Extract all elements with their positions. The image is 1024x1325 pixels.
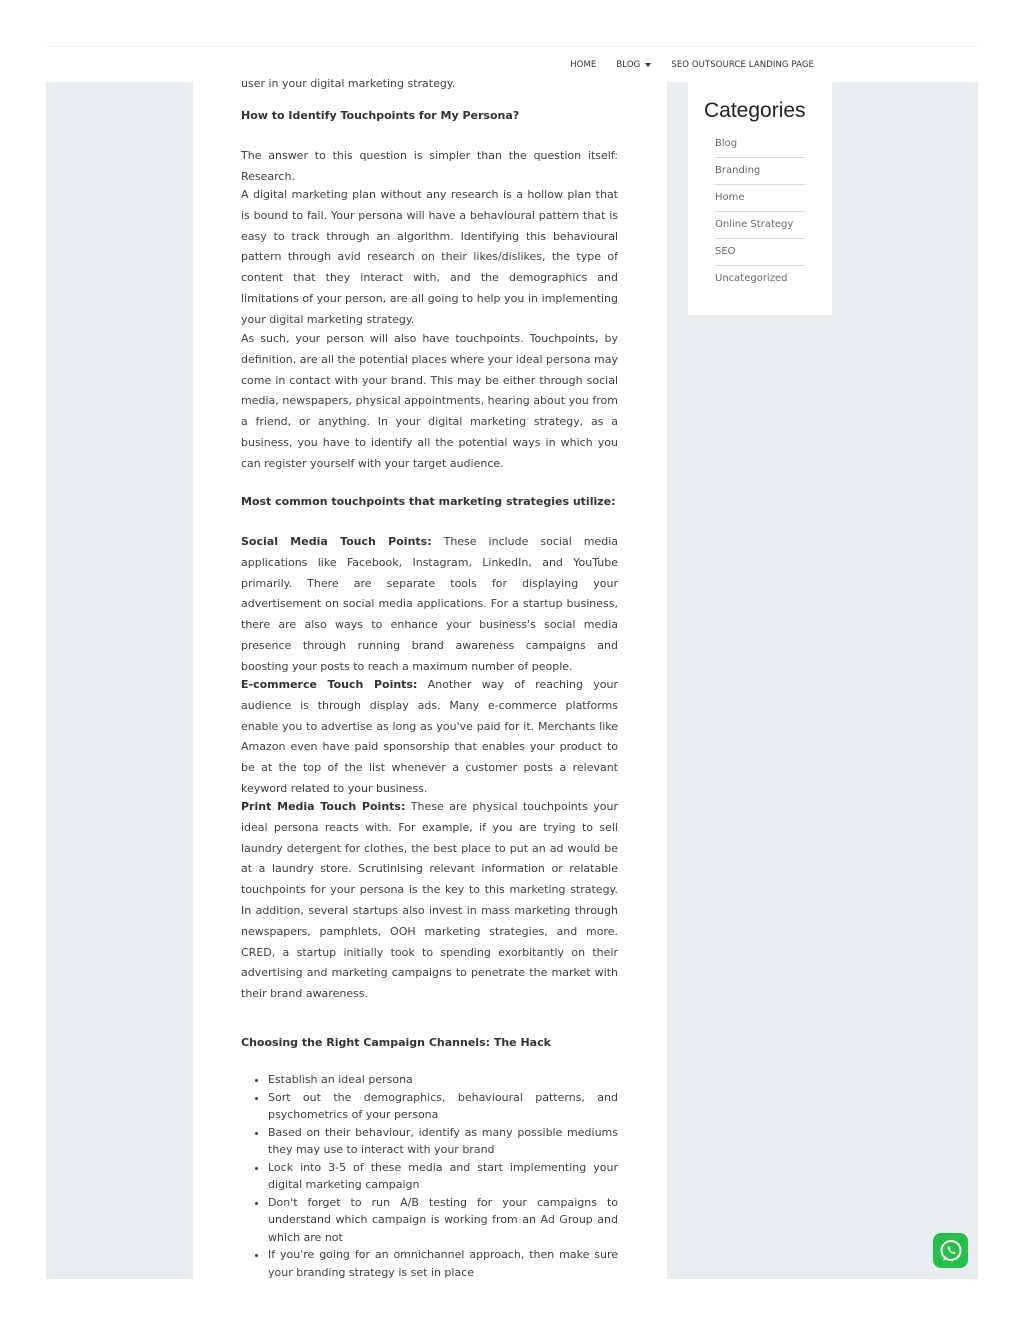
paragraph-ecommerce: [241, 675, 618, 800]
heading-campaign-hack: Choosing the Right Campaign Channels: The Hack: [241, 1036, 551, 1049]
social-media-text: These include social media applications like Facebook, Instagram, LinkedIn, and YouTube primarily. There are separate tools for displaying your advertisement on social media applications. For a startup business, there are also ways to enhance your business's social media presence through running brand awareness campaigns and boosting your posts to reach a maximum number of people.: [241, 535, 618, 673]
nav-blog-label: BLOG: [616, 59, 641, 70]
category-seo[interactable]: SEO: [715, 239, 805, 266]
categories-title: Categories: [704, 99, 806, 122]
paragraph-social-media: [241, 532, 618, 678]
cutoff-text: user in your digital marketing strategy.: [241, 77, 456, 90]
whatsapp-icon: [938, 1238, 964, 1264]
categories-list: [715, 131, 805, 292]
hack-list: [241, 1071, 618, 1281]
category-online-strategy[interactable]: Online Strategy: [715, 212, 805, 239]
nav-home-label: HOME: [570, 59, 597, 70]
list-item: • Don't forget to run A/B testing for your campaigns to understand which campaign is working from an Ad Group and which are not: [268, 1194, 618, 1247]
category-blog[interactable]: Blog: [715, 131, 805, 158]
list-item: • If you're going for an omnichannel approach, then make sure your branding strategy is set in place: [268, 1246, 618, 1281]
list-item: • Sort out the demographics, behavioural patterns, and psychometrics of your persona: [268, 1089, 618, 1124]
nav-seo-outsource[interactable]: [661, 60, 824, 70]
heading-common-touchpoints: Most common touchpoints that marketing strategies utilize:: [241, 495, 616, 508]
heading-identify-touchpoints: How to Identify Touchpoints for My Persona?: [241, 109, 520, 122]
list-item: • Establish an ideal persona: [268, 1071, 618, 1089]
ecommerce-text: Another way of reaching your audience is through display ads. Many e-commerce platforms enable you to advertise as long as you've paid for it. Merchants like Amazon even have paid sponsorship that enables your product to be at the top of the list whenever a customer posts a relevant keyword related to your business.: [241, 678, 618, 795]
ecommerce-label: E-commerce Touch Points:: [241, 678, 418, 691]
nav-home[interactable]: [560, 60, 606, 70]
paragraph-marketing-plan: A digital marketing plan without any research is a hollow plan that is bound to fail. Your persona will have a behavioural pattern that is easy to track through an algorithm. Identifying this behavioural pattern through avid research on their likes/dislikes, the type of content that they interact with, and the demographics and limitations of your person, are all going to help you in implementing your digital marketing strategy.: [241, 188, 618, 326]
categories-widget: [688, 81, 832, 315]
print-media-label: Print Media Touch Points:: [241, 800, 406, 813]
paragraph-answer: The answer to this question is simpler than the question itself: Research.: [241, 149, 618, 183]
nav-blog[interactable]: [606, 60, 661, 70]
whatsapp-chat-button[interactable]: [933, 1233, 968, 1268]
paragraph-touchpoints: As such, your person will also have touchpoints. Touchpoints, by definition, are all the potential places where your ideal persona may come in contact with your brand. This may be either through social media, newspapers, physical appointments, hearing about you from a friend, or anything. In your digital marketing strategy, as a business, you have to identify all the potential ways in which you can register yourself with your target audience.: [241, 332, 618, 470]
category-branding[interactable]: Branding: [715, 158, 805, 185]
list-item: • Based on their behaviour, identify as many possible mediums they may use to interact with your brand: [268, 1124, 618, 1159]
category-home[interactable]: Home: [715, 185, 805, 212]
print-media-text: These are physical touchpoints your ideal persona reacts with. For example, if you are trying to sell laundry detergent for clothes, the best place to put an ad would be at a laundry store. Scrutinising relevant information or relatable touchpoints for your persona is the key to this marketing strategy. In addition, several startups also invest in mass marketing through newspapers, pamphlets, OOH marketing strategies, and more. CRED, a startup initially took to spending exorbitantly on their advertising and marketing campaigns to penetrate the market with their brand awareness.: [241, 800, 618, 1001]
social-media-label: Social Media Touch Points:: [241, 535, 432, 548]
caret-down-icon: [645, 63, 651, 67]
list-item: • Lock into 3-5 of these media and start implementing your digital marketing campaign: [268, 1159, 618, 1194]
article-content: [193, 77, 667, 1279]
paragraph-print-media: [241, 797, 618, 1005]
category-uncategorized[interactable]: Uncategorized: [715, 273, 788, 284]
nav-seo-outsource-label: SEO OUTSOURCE LANDING PAGE: [671, 59, 814, 70]
